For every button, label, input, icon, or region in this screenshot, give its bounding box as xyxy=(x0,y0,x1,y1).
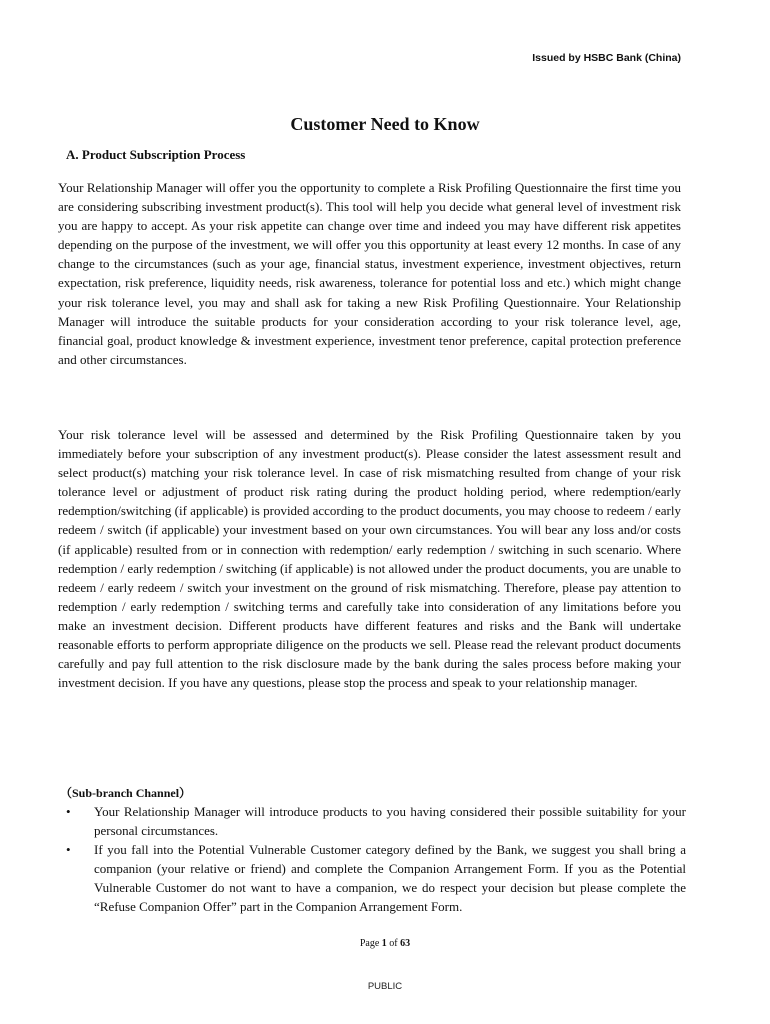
page-word: Page xyxy=(359,938,380,949)
section-a-heading: A. Product Subscription Process xyxy=(66,147,246,162)
paragraph-risk-tolerance: Your risk tolerance level will be assessed and determined by the Risk Profiling Questionnaire taken by you immediately before your subscription of any investment product(s). Please consider the latest assessment result and select product(s) matching your risk tolerance level. In case of risk mismatching resulted from change of your risk tolerance level or adjustment of product risk rating during the product holding period, where redemption/early redemption/switching (if applicable) is provided according to the product documents, you may choose to redeem / early redeem / switch (if applicable) your investment based on your own circumstances. You will bear any loss and/or costs (if applicable) resulted from or in connection with redemption/ early redemption / switching in such scenario. Where redemption / early redemption / switching (if applicable) is not allowed under the product documents, you are unable to redeem / early redeem / switch your investment on the ground of risk mismatching. Therefore, please pay attention to redemption / early redemption / switching terms and carefully take into consideration of any limitations before you make an investment decision. Different products have different features and risks and the Bank will undertake reasonable efforts to perform appropriate diligence on the products we sell. Please read the relevant product documents carefully and pay full attention to the risk disclosure made by the bank during the sales process before making your investment decision. If you have any questions, please stop the process and speak to your relationship manager. xyxy=(58,427,681,691)
channel-heading: （Sub-branch Channel） xyxy=(60,786,192,800)
bullet-list xyxy=(60,802,686,917)
classification-label: PUBLIC xyxy=(367,981,403,992)
page-total: 63 xyxy=(400,938,411,949)
bullet-dot: • xyxy=(66,842,71,858)
of-word: of xyxy=(389,938,398,949)
bullet-dot: • xyxy=(66,804,71,819)
list-item xyxy=(60,802,686,840)
issuer-label: Issued by HSBC Bank (China) xyxy=(532,52,681,64)
list-item xyxy=(60,840,686,916)
bullet-text: Your Relationship Manager will introduce products to you having considered their possible suitability for your personal circumstances. xyxy=(94,804,686,839)
paragraph-risk-profiling: Your Relationship Manager will offer you the opportunity to complete a Risk Profiling Questionnaire the first time you are considering subscribing investment product(s). This tool will help you decide what general level of investment risk you are happy to accept. As your risk appetite can change over time and indeed you may have different risk appetites depending on the purpose of the investment, we will offer you this opportunity at least every 12 months. In case of any change to the circumstances (such as your age, financial status, investment experience, investment objectives, return expectation, risk preference, liquidity needs, risk awareness, tolerance for potential loss and etc.) which might change your risk tolerance level, you may and shall ask for taking a new Risk Profiling Questionnaire. Your Relationship Manager will introduce the suitable products for your consideration according to your risk tolerance level, age, financial goal, product knowledge & investment experience, investment tenor preference, capital protection preference and other circumstances. xyxy=(58,180,681,367)
page-number: 1 xyxy=(381,938,387,949)
document-title: Customer Need to Know xyxy=(290,114,480,134)
page-indicator xyxy=(0,938,770,949)
bullet-text: If you fall into the Potential Vulnerable Customer category defined by the Bank, we suggest you shall bring a companion (your relative or friend) and complete the Companion Arrangement Form. If you as the Potential Vulnerable Customer do not want to have a companion, we do respect your decision but please complete the “Refuse Companion Offer” part in the Companion Arrangement Form. xyxy=(94,842,686,915)
